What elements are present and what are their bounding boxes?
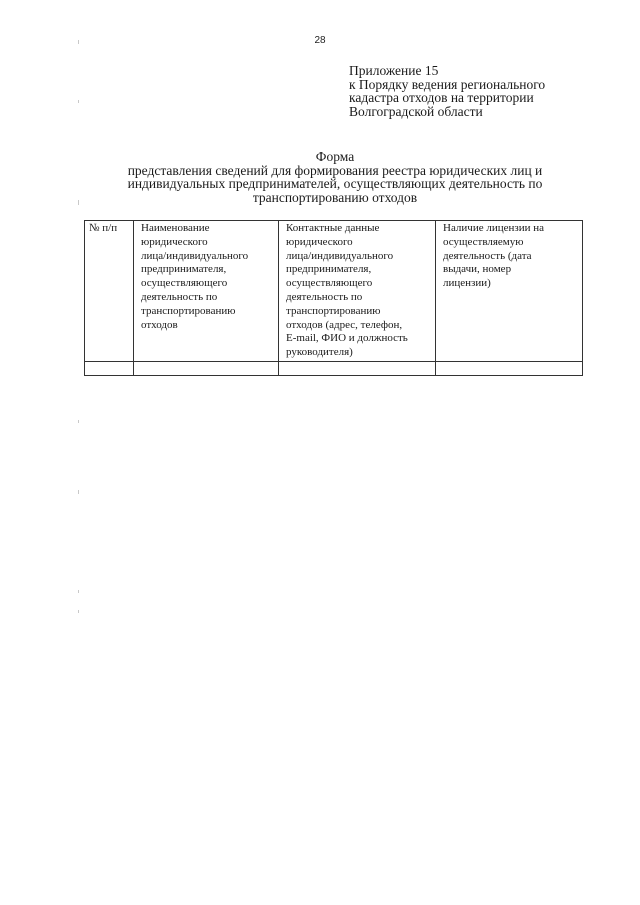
column-header-license [436,221,583,362]
scan-artifact [78,420,79,423]
header-line: юридического [141,235,208,248]
header-line: лицензии) [443,277,491,290]
appendix-line: кадастра отходов на территории [349,90,534,105]
header-line: отходов [141,318,178,331]
header-line: предпринимателя, [286,263,372,276]
header-line: юридического [286,235,353,248]
header-line: деятельность (дата [443,249,532,262]
header-line: руководителя) [286,346,353,359]
header-line: E-mail, ФИО и должность [286,332,408,345]
appendix-line: Приложение 15 [349,63,439,78]
table-cell [134,361,279,375]
scan-artifact [78,590,79,593]
header-line: выдачи, номер [443,263,512,276]
table-cell [279,361,436,375]
column-header-contacts [279,221,436,362]
header-line: Контактные данные [286,222,380,234]
header-line: транспортированию [286,304,381,317]
header-line: деятельность по [141,290,218,303]
header-line: № п/п [89,222,118,234]
appendix-line: Волгоградской области [349,103,483,119]
header-line: осуществляемую [443,235,524,248]
header-line: Наличие лицензии на [443,222,545,234]
column-header-name [134,221,279,362]
header-line: осуществляющего [286,277,373,290]
column-header-number [85,221,134,362]
form-heading [80,150,590,204]
header-line: отходов (адрес, телефон, [286,318,403,331]
header-line: деятельность по [286,290,363,303]
appendix-line: к Порядку ведения регионального [349,76,546,92]
appendix-reference [349,64,619,118]
header-line: предпринимателя, [141,263,227,276]
scan-artifact [78,200,79,205]
register-table [84,220,583,376]
header-line: Наименование [141,222,210,234]
form-subtitle-line: представления сведений для формирования реестра юридических лиц и [127,162,543,178]
form-title: Форма [315,149,355,164]
table-row [85,361,583,375]
header-line: осуществляющего [141,277,228,290]
form-subtitle-line: индивидуальных предпринимателей, осуществляющих деятельность по [127,176,543,191]
scan-artifact [78,100,79,103]
page-number: 28 [314,35,326,46]
form-subtitle-line: транспортированию отходов [252,189,418,205]
header-line: лица/индивидуального [286,249,394,262]
table-cell [85,361,134,375]
scan-artifact [78,610,79,613]
scan-artifact [78,490,79,494]
header-line: лица/индивидуального [141,249,249,262]
table-header-row [85,221,583,362]
table-cell [436,361,583,375]
header-line: транспортированию [141,304,236,317]
